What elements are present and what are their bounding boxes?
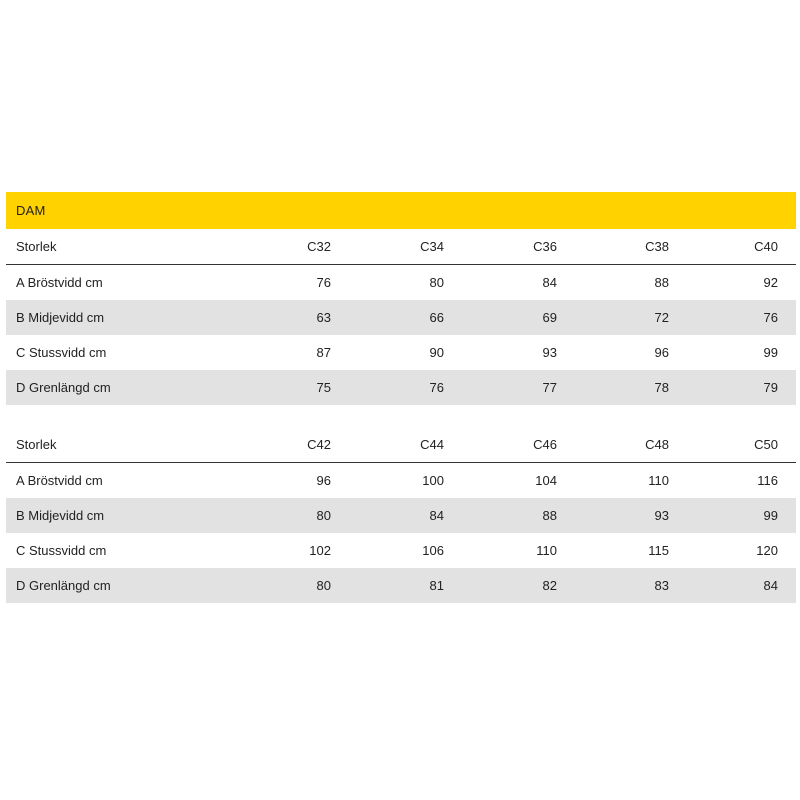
size-header: C48 — [645, 437, 669, 452]
table-header-row — [6, 427, 796, 463]
size-header: C40 — [754, 239, 778, 254]
cell-value: 75 — [316, 380, 331, 395]
cell-value: 116 — [757, 473, 778, 488]
size-header: C42 — [307, 437, 331, 452]
cell-value: 80 — [316, 578, 331, 593]
table-row — [6, 498, 796, 533]
row-label: A Bröstvidd cm — [16, 473, 103, 488]
cell-value: 96 — [316, 473, 331, 488]
cell-value: 66 — [429, 310, 444, 325]
cell-value: 81 — [429, 578, 444, 593]
cell-value: 76 — [429, 380, 444, 395]
cell-value: 72 — [654, 310, 669, 325]
cell-value: 102 — [309, 543, 331, 558]
size-header: C36 — [533, 239, 557, 254]
table-spacer — [6, 405, 796, 427]
cell-value: 96 — [654, 345, 669, 360]
size-header: C46 — [533, 437, 557, 452]
size-chart — [6, 192, 796, 603]
cell-value: 63 — [316, 310, 331, 325]
cell-value: 87 — [316, 345, 331, 360]
row-label: B Midjevidd cm — [16, 310, 105, 325]
cell-value: 93 — [542, 345, 557, 360]
banner-dam — [6, 192, 796, 229]
cell-value: 79 — [763, 380, 778, 395]
cell-value: 120 — [756, 543, 778, 558]
cell-value: 77 — [542, 380, 557, 395]
table-row — [6, 335, 796, 370]
row-label: C Stussvidd cm — [16, 345, 107, 360]
cell-value: 78 — [654, 380, 669, 395]
cell-value: 100 — [422, 473, 444, 488]
size-table-1 — [6, 229, 796, 405]
cell-value: 104 — [535, 473, 557, 488]
table-row — [6, 463, 796, 498]
cell-value: 82 — [542, 578, 557, 593]
table-header-row — [6, 229, 796, 265]
cell-value: 69 — [542, 310, 557, 325]
cell-value: 99 — [763, 345, 778, 360]
cell-value: 76 — [316, 275, 331, 290]
cell-value: 84 — [763, 578, 778, 593]
cell-value: 93 — [654, 508, 669, 523]
cell-value: 84 — [542, 275, 557, 290]
row-label: C Stussvidd cm — [16, 543, 107, 558]
cell-value: 83 — [654, 578, 669, 593]
size-header: C32 — [307, 239, 331, 254]
row-label: D Grenlängd cm — [16, 578, 111, 593]
header-label: Storlek — [16, 239, 57, 254]
size-table-2 — [6, 427, 796, 603]
table-row — [6, 265, 796, 300]
cell-value: 90 — [429, 345, 444, 360]
cell-value: 80 — [429, 275, 444, 290]
cell-value: 88 — [542, 508, 557, 523]
header-label: Storlek — [16, 437, 57, 452]
row-label: D Grenlängd cm — [16, 380, 111, 395]
row-label: A Bröstvidd cm — [16, 275, 103, 290]
cell-value: 110 — [536, 543, 557, 558]
size-header: C38 — [645, 239, 669, 254]
cell-value: 115 — [648, 543, 669, 558]
size-header: C34 — [420, 239, 444, 254]
table-row — [6, 533, 796, 568]
cell-value: 80 — [316, 508, 331, 523]
size-header: C50 — [754, 437, 778, 452]
row-label: B Midjevidd cm — [16, 508, 105, 523]
cell-value: 99 — [763, 508, 778, 523]
table-row — [6, 370, 796, 405]
table-row — [6, 568, 796, 603]
table-row — [6, 300, 796, 335]
size-header: C44 — [420, 437, 444, 452]
cell-value: 92 — [763, 275, 778, 290]
cell-value: 110 — [648, 473, 669, 488]
cell-value: 106 — [422, 543, 444, 558]
cell-value: 88 — [654, 275, 669, 290]
banner-title: DAM — [16, 203, 46, 218]
cell-value: 84 — [429, 508, 444, 523]
cell-value: 76 — [763, 310, 778, 325]
